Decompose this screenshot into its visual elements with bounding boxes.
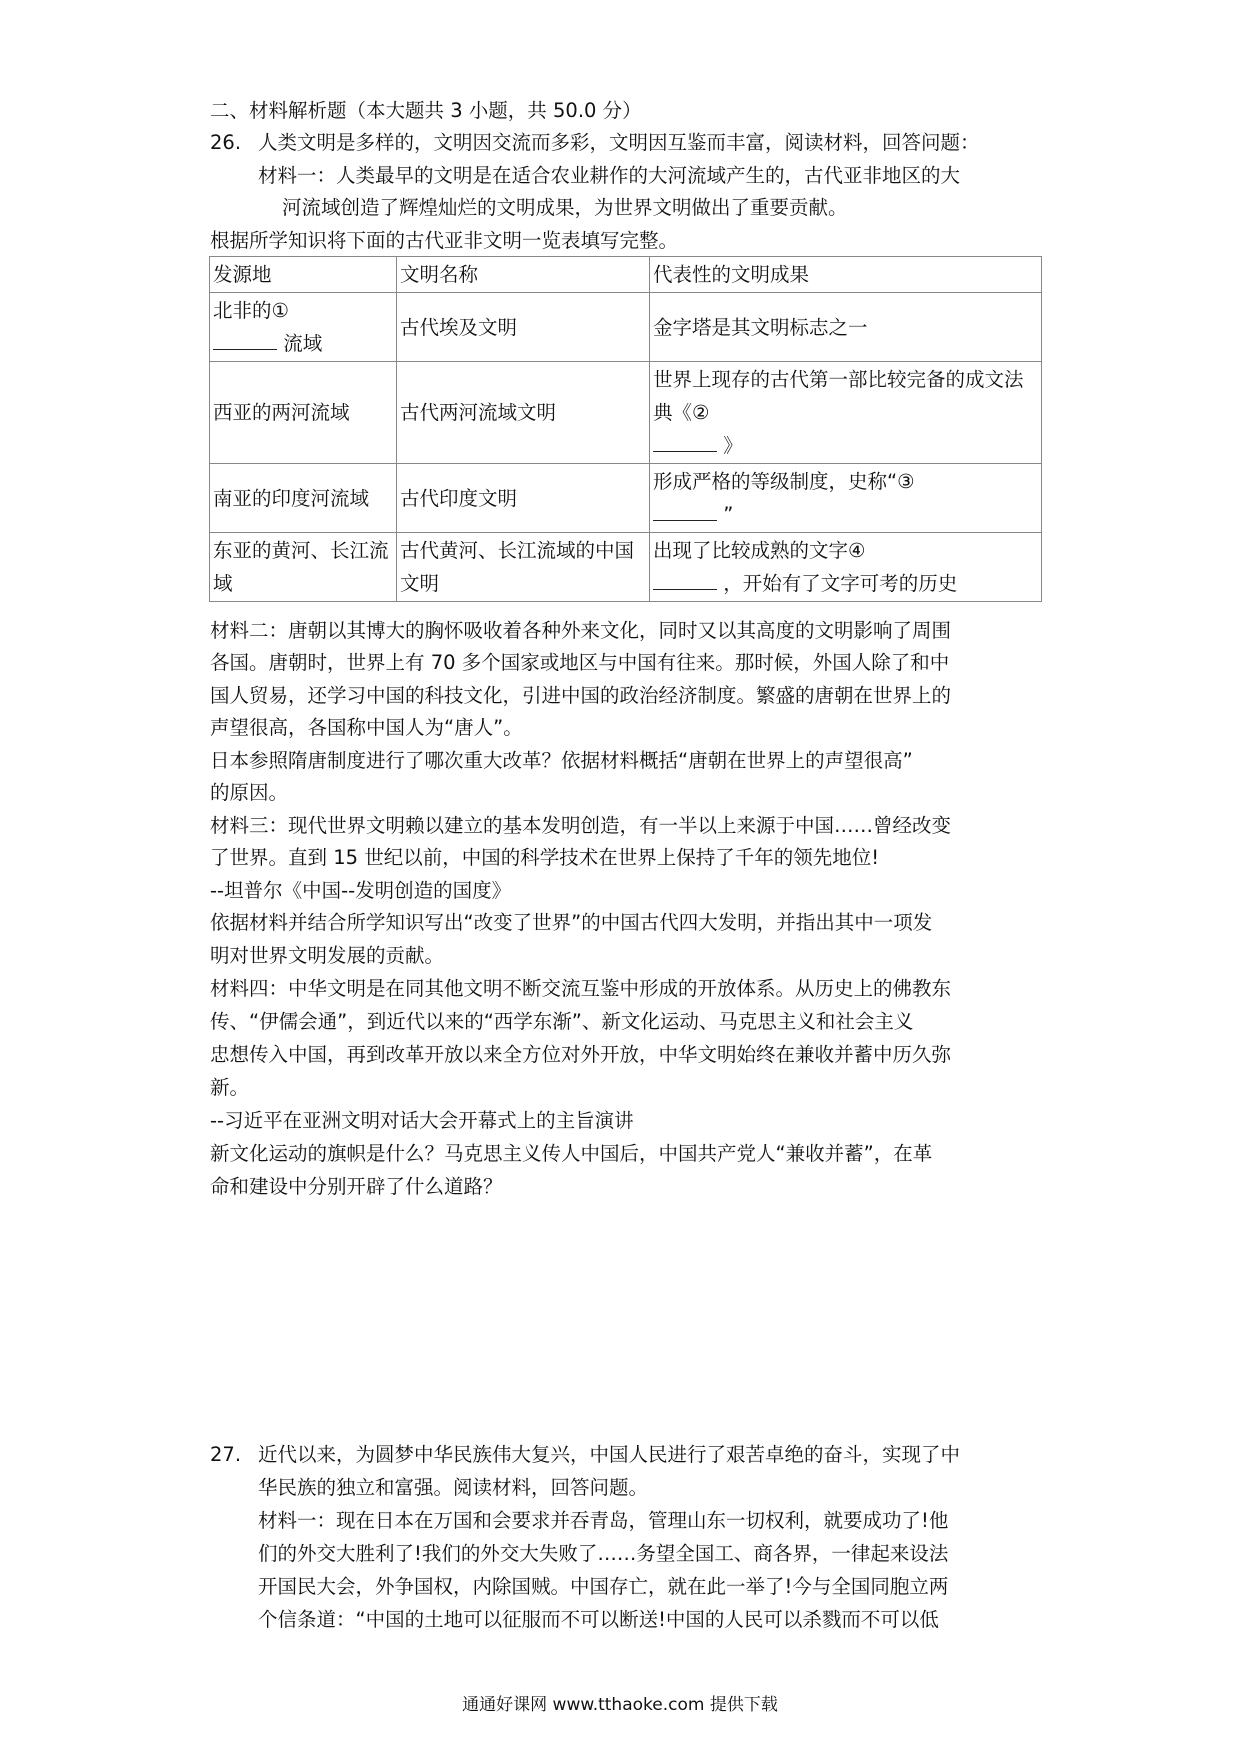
material-1-text: 们的外交大胜利了!我们的外交大失败了……务望全国工、商各界，一律起来设法 xyxy=(258,1542,949,1565)
cell-text: 形成严格的等级制度，史称“③ xyxy=(653,470,915,493)
cell-text: 流域 xyxy=(283,332,323,355)
table-cell-name: 古代黄河、长江流域的中国文明 xyxy=(397,533,650,602)
table-cell-origin: 东亚的黄河、长江流域 xyxy=(210,533,397,602)
material-3-source: --坦普尔《中国--发明创造的国度》 xyxy=(210,879,512,902)
material-2-text: 国人贸易，还学习中国的科技文化，引进中国的政治经济制度。繁盛的唐朝在世界上的 xyxy=(210,684,952,707)
table-header: 文明名称 xyxy=(397,257,650,293)
table-row xyxy=(210,362,1042,464)
table-row xyxy=(210,533,1042,602)
sub-question-3: 明对世界文明发展的贡献。 xyxy=(210,944,445,967)
civilization-table xyxy=(209,256,1042,602)
sub-question-2: 的原因。 xyxy=(210,781,289,804)
table-cell-achievement xyxy=(650,362,1042,464)
cell-text: 》 xyxy=(723,434,743,457)
table-row xyxy=(210,464,1042,533)
table-cell-name: 古代两河流域文明 xyxy=(397,362,650,464)
material-3-text: 了世界。直到 15 世纪以前，中国的科学技术在世界上保持了千年的领先地位! xyxy=(210,846,880,869)
material-2-text: 声望很高，各国称中国人为“唐人”。 xyxy=(210,716,523,739)
material-2-text: 材料二：唐朝以其博大的胸怀吸收着各种外来文化，同时又以其高度的文明影响了周围 xyxy=(210,619,952,642)
question-26-stem xyxy=(210,130,980,156)
material-1-text: 开国民大会，外争国权，内除国贼。中国存亡，就在此一举了!今与全国同胞立两 xyxy=(258,1575,949,1598)
material-4-text: 忠想传入中国，再到改革开放以来全方位对外开放，中华文明始终在兼收并蓄中历久弥 xyxy=(210,1043,952,1066)
cell-text: 出现了比较成熟的文字④ xyxy=(653,539,866,562)
material-2-text: 各国。唐朝时，世界上有 70 多个国家或地区与中国有往来。那时候，外国人除了和中 xyxy=(210,651,950,674)
table-cell-origin xyxy=(210,293,397,362)
table-row xyxy=(210,293,1042,362)
answer-blank-1[interactable] xyxy=(213,329,277,350)
table-cell-origin: 南亚的印度河流域 xyxy=(210,464,397,533)
table-cell-origin: 西亚的两河流域 xyxy=(210,362,397,464)
material-3-text: 材料三：现代世界文明赖以建立的基本发明创造，有一半以上来源于中国……曾经改变 xyxy=(210,814,952,837)
material-4-text: 材料四：中华文明是在同其他文明不断交流互鉴中形成的开放体系。从历史上的佛教东 xyxy=(210,977,952,1000)
table-instruction: 根据所学知识将下面的古代亚非文明一览表填写完整。 xyxy=(210,229,679,252)
question-27-stem xyxy=(210,1442,961,1468)
material-4-text: 传、“伊儒会通”，到近代以来的“西学东渐”、新文化运动、马克思主义和社会主义 xyxy=(210,1010,914,1033)
page-footer: 通通好课网 www.tthaoke.com 提供下载 xyxy=(462,1695,778,1715)
question-number: 27. xyxy=(210,1443,242,1466)
question-text: 近代以来，为圆梦中华民族伟大复兴，中国人民进行了艰苦卓绝的奋斗，实现了中 xyxy=(258,1443,961,1466)
material-4-text: 新。 xyxy=(210,1076,250,1099)
table-cell-name: 古代埃及文明 xyxy=(397,293,650,362)
answer-blank-3[interactable] xyxy=(653,500,717,521)
question-number: 26. xyxy=(210,131,242,154)
material-1-text: 材料一：现在日本在万国和会要求并吞青岛，管理山东一切权利，就要成功了!他 xyxy=(258,1509,949,1532)
sub-question-3: 依据材料并结合所学知识写出“改变了世界”的中国古代四大发明，并指出其中一项发 xyxy=(210,911,933,934)
table-header: 代表性的文明成果 xyxy=(650,257,1042,293)
table-cell-achievement xyxy=(650,533,1042,602)
material-1-text: 个信条道：“中国的土地可以征服而不可以断送!中国的人民可以杀戮而不可以低 xyxy=(258,1608,939,1631)
answer-blank-4[interactable] xyxy=(653,569,717,590)
sub-question-4: 命和建设中分别开辟了什么道路？ xyxy=(210,1175,503,1198)
question-text: 华民族的独立和富强。阅读材料，回答问题。 xyxy=(258,1476,649,1499)
answer-blank-2[interactable] xyxy=(653,431,717,452)
table-header-row xyxy=(210,257,1042,293)
table-cell-name: 古代印度文明 xyxy=(397,464,650,533)
material-1-text: 河流域创造了辉煌灿烂的文明成果，为世界文明做出了重要贡献。 xyxy=(282,196,848,219)
material-4-source: --习近平在亚洲文明对话大会开幕式上的主旨演讲 xyxy=(210,1109,634,1132)
cell-text: ” xyxy=(723,503,734,526)
sub-question-2: 日本参照隋唐制度进行了哪次重大改革？依据材料概括“唐朝在世界上的声望很高” xyxy=(210,749,913,772)
table-cell-achievement: 金字塔是其文明标志之一 xyxy=(650,293,1042,362)
cell-text: 北非的① xyxy=(213,299,289,322)
question-text: 人类文明是多样的，文明因交流而多彩，文明因互鉴而丰富，阅读材料，回答问题： xyxy=(258,131,980,154)
sub-question-4: 新文化运动的旗帜是什么？马克思主义传人中国后，中国共产党人“兼收并蓄”，在革 xyxy=(210,1142,933,1165)
cell-text: ，开始有了文字可考的历史 xyxy=(723,572,958,595)
material-1-text: 材料一：人类最早的文明是在适合农业耕作的大河流域产生的，古代亚非地区的大 xyxy=(258,164,961,187)
table-cell-achievement xyxy=(650,464,1042,533)
cell-text: 世界上现存的古代第一部比较完备的成文法典《② xyxy=(653,368,1024,424)
table-header: 发源地 xyxy=(210,257,397,293)
section-header: 二、材料解析题（本大题共 3 小题，共 50.0 分） xyxy=(210,99,642,122)
